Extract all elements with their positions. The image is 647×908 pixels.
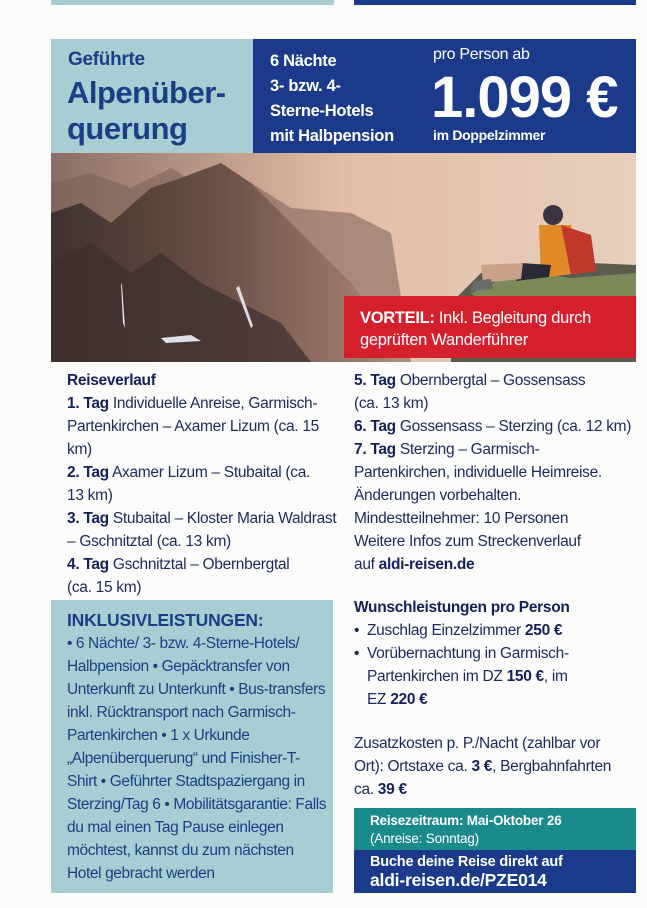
itinerary-day: 2. Tag Axamer Lizum – Stubaital (ca. 13 km) [67,464,311,504]
additional-costs: Zusatzkosten p. P./Nacht (zahlbar vor Ort): Ortstaxe ca. 3 €, Bergbahnfahrten ca. 39 € [354,735,612,798]
advantage-banner: VORTEIL: Inkl. Begleitung durch geprüften Wanderführer [344,296,636,358]
previous-ad-strip-left [51,0,334,5]
advantage-label: VORTEIL: [360,309,435,327]
inclusive-heading: INKLUSIVLEISTUNGEN: [67,610,264,630]
note-min-participants: Mindestteilnehmer: 10 Personen [354,510,569,527]
price: 1.099 € [431,65,618,130]
extras-heading: Wunschleistungen pro Person [354,599,570,616]
booking-link[interactable]: aldi-reisen.de/PZE014 [370,870,547,890]
itinerary-right: 5. Tag Obernbergtal – Gossensass (ca. 13 km) 6. Tag Gossensass – Sterzing (ca. 12 km) 7. Tag Sterzing – Garmisch-Partenkirchen, individuelle Heimreise. Änderungen vorbehalten. Mindestteilnehmer: 10 Personen Weitere Infos zum Streckenverlauf auf aldi-reisen.de [354,369,639,576]
extras-item: • Vorübernachtung in Garmisch-Partenkirchen im DZ 150 €, im EZ 220 € [354,642,587,711]
itinerary-heading: Reiseverlauf [67,372,156,389]
inclusive-services-box [51,600,333,893]
travel-period: Reisezeitraum: Mai-Oktober 26 [370,813,562,828]
title-small: Geführte [68,49,145,70]
itinerary-day: 1. Tag Individuelle Anreise, Garmisch-Partenkirchen – Axamer Lizum (ca. 15 km) [67,395,319,458]
arrival-day: (Anreise: Sonntag) [370,831,479,846]
aldi-reisen-link[interactable]: aldi-reisen.de [378,556,475,573]
extras-section [354,596,639,711]
travel-period-box [354,808,636,850]
extras-item: • Zuschlag Einzelzimmer 250 € [354,619,639,642]
itinerary-left [67,369,342,599]
title-box [51,39,253,153]
price-prefix: pro Person ab [433,46,530,63]
itinerary-day: 7. Tag Sterzing – Garmisch-Partenkirchen, individuelle Heimreise. [354,441,602,481]
itinerary-day: 5. Tag Obernbergtal – Gossensass (ca. 13 km) [354,372,586,412]
itinerary-day: 3. Tag Stubaital – Kloster Maria Waldrast – Gschnitztal (ca. 13 km) [67,510,337,550]
itinerary-day: 6. Tag Gossensass – Sterzing (ca. 12 km) [354,418,632,435]
booking-text: Buche deine Reise direkt auf [370,854,563,870]
booking-box [354,850,636,893]
previous-ad-strip-right [354,0,636,5]
note-changes: Änderungen vorbehalten. [354,487,522,504]
itinerary-day: 4. Tag Gschnitztal – Obernbergtal (ca. 15 km) [67,556,290,596]
offer-features: 6 Nächte 3- bzw. 4- Sterne-Hotels mit Halbpension [270,52,394,145]
price-suffix: im Doppelzimmer [433,127,546,143]
offer-box [253,39,636,153]
note-more-info: Weitere Infos zum Streckenverlauf [354,533,581,550]
inclusive-text: • 6 Nächte/ 3- bzw. 4-Sterne-Hotels/ Halbpension • Gepäcktransfer von Unterkunft zu Unterkunft • Bus-transfers inkl. Rücktransport nach Garmisch-Partenkirchen • 1 x Urkunde „Alpenüberquerung“ und Finisher-T-Shirt • Geführter Stadtspaziergang in Sterzing/Tag 6 • Mobilitätsgarantie: Falls du mal einen Tag Pause einlegen möchtest, kannst du zum nächsten Hotel gebracht werden [67,635,327,882]
page-title: Alpenüber- querung [67,75,226,146]
